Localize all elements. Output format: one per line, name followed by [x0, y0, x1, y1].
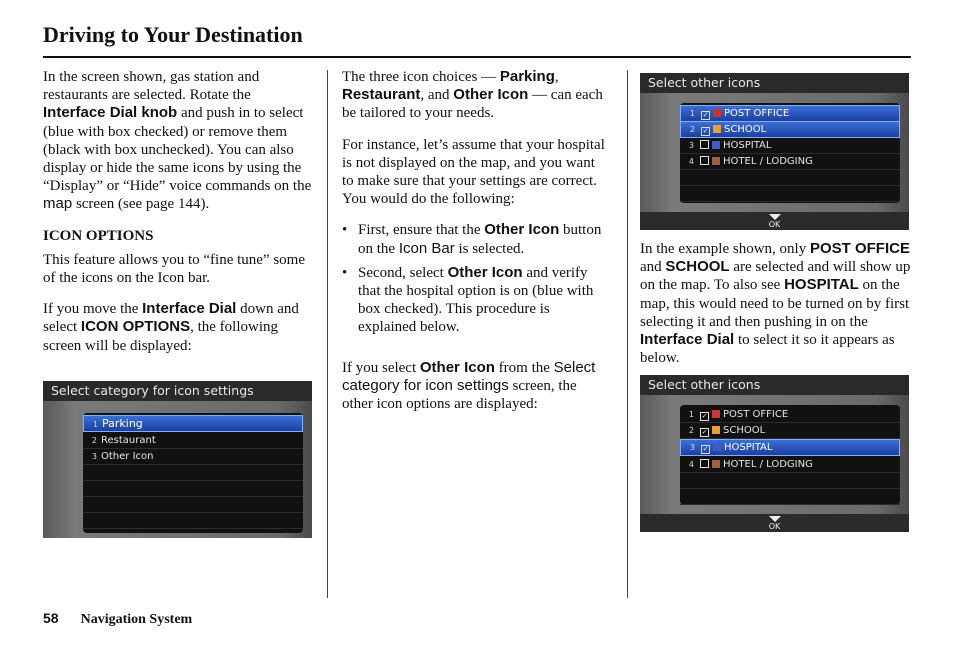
column-3: [640, 240, 912, 380]
category-screen: [43, 381, 312, 538]
list-item: • First, ensure that the Other Icon button on the Icon Bar is selected.: [342, 221, 610, 257]
interface-dial-knob-term: Interface Dial knob: [43, 104, 178, 122]
hotel-icon: [712, 157, 720, 165]
hotel-icon: [712, 460, 720, 468]
intro-paragraph: In the screen shown, gas station and restaurants are selected. Rotate the Interface Dial knob and push in to select (blue with box checked) or remove them (black with box unchecked). You can also display or hide the same icons by using the “Display” or “Hide” voice commands on the map screen (see page 144).: [43, 69, 312, 213]
other-item-hotel-lodging[interactable]: 4 HOTEL / LODGING: [680, 457, 900, 473]
list-item: [680, 473, 900, 489]
other-item-post-office[interactable]: 1 ✓ POST OFFICE: [680, 407, 900, 423]
category-item-parking[interactable]: 1 Parking: [83, 415, 303, 432]
map-term: map: [43, 195, 73, 213]
other-item-hotel-lodging[interactable]: 4 HOTEL / LODGING: [680, 154, 900, 170]
column-divider-1: [327, 70, 328, 598]
list-item: [83, 465, 303, 481]
other-icons-list: [680, 405, 900, 505]
checkbox-unchecked-icon: [700, 459, 709, 468]
checkbox-checked-icon: ✓: [701, 412, 708, 420]
checkbox-unchecked-icon: [700, 156, 709, 165]
post-office-icon: [713, 109, 721, 117]
checkbox-checked-icon: ✓: [702, 445, 709, 453]
example-paragraph: In the example shown, only POST OFFICE and SCHOOL are selected and will show up on the map. To also see HOSPITAL on the map, this would need to be turned on by first selecting it and then pushing in on the Interface Dial to select it so it appears as below.: [640, 240, 911, 367]
list-item: • Second, select Other Icon and verify that the hospital option is on (blue with box checked). This procedure is explained below.: [342, 264, 610, 337]
school-icon: [712, 426, 720, 434]
title-rule: [43, 56, 911, 58]
other-icons-screen-2: [640, 375, 909, 532]
icon-options-heading: ICON OPTIONS: [43, 227, 154, 244]
category-item-other-icon[interactable]: 3 Other Icon: [83, 449, 303, 465]
post-office-icon: [712, 410, 720, 418]
section-name: Navigation System: [80, 612, 193, 627]
instance-paragraph: For instance, let’s assume that your hospital is not displayed on the map, and you want to make sure that your settings are correct. You would do the following:: [342, 136, 605, 208]
hospital-icon: [712, 141, 720, 149]
ok-button[interactable]: OK: [769, 516, 781, 531]
list-item: [680, 186, 900, 202]
steps-list: [342, 221, 610, 336]
page-footer: [43, 610, 192, 628]
other-item-school[interactable]: 2 ✓ SCHOOL: [680, 121, 900, 138]
checkbox-checked-icon: ✓: [701, 428, 708, 436]
select-other-paragraph: If you select Other Icon from the Select category for icon settings screen, the other icon options are displayed:: [342, 358, 596, 413]
category-item-restaurant[interactable]: 2 Restaurant: [83, 433, 303, 449]
column-1: [43, 68, 313, 368]
school-icon: [713, 125, 721, 133]
column-divider-2: [627, 70, 628, 598]
other-icons-screen-1: [640, 73, 909, 230]
page-title: Driving to Your Destination: [43, 22, 303, 47]
page-number: 58: [43, 610, 59, 626]
other-icons-screen-header: Select other icons: [640, 73, 909, 93]
fine-tune-paragraph: This feature allows you to “fine tune” some of the icons on the Icon bar.: [43, 251, 306, 287]
list-item: [680, 489, 900, 505]
hospital-icon: [713, 443, 721, 451]
other-item-hospital[interactable]: 3 HOSPITAL: [680, 138, 900, 154]
other-item-school[interactable]: 2 ✓ SCHOOL: [680, 423, 900, 439]
other-icons-screen-header: Select other icons: [640, 375, 909, 395]
choices-paragraph: The three icon choices — Parking, Restaurant, and Other Icon — can each be tailored to your needs.: [342, 68, 603, 122]
list-item: [680, 170, 900, 186]
move-dial-paragraph: If you move the Interface Dial down and select ICON OPTIONS, the following screen will be displayed:: [43, 300, 299, 354]
list-item: [83, 481, 303, 497]
list-item: [83, 513, 303, 529]
category-screen-header: Select category for icon settings: [43, 381, 312, 401]
category-list: [83, 413, 303, 533]
checkbox-unchecked-icon: [700, 140, 709, 149]
checkbox-checked-icon: ✓: [702, 127, 709, 135]
ok-button[interactable]: OK: [769, 214, 781, 229]
other-icons-list: [680, 103, 900, 203]
other-item-post-office[interactable]: 1 ✓ POST OFFICE: [680, 105, 900, 122]
other-item-hospital[interactable]: 3 ✓ HOSPITAL: [680, 439, 900, 456]
checkbox-checked-icon: ✓: [702, 111, 709, 119]
column-2: [342, 68, 610, 426]
list-item: [83, 497, 303, 513]
